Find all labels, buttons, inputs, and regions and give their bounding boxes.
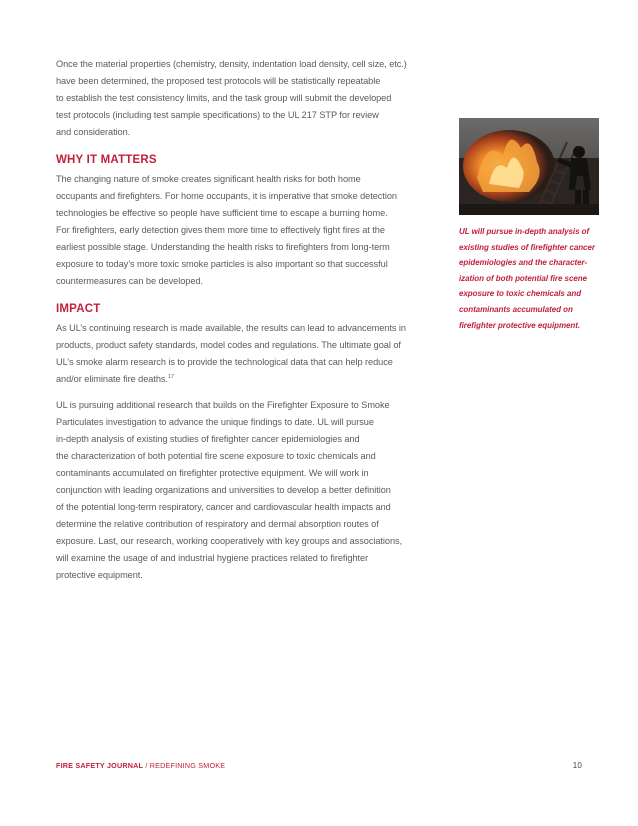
- text-line: determine the relative contribution of respiratory and dermal absorption routes of: [56, 519, 379, 529]
- text-line: occupants and firefighters. For home occupants, it is imperative that smoke detection: [56, 191, 397, 201]
- text-line: UL’s smoke alarm research is to provide the technological data that can help reduce: [56, 357, 393, 367]
- caption-line: UL will pursue in-depth analysis of: [459, 227, 590, 236]
- sidebar: [459, 118, 599, 333]
- text-line: to establish the test consistency limits, and the task group will submit the developed: [56, 93, 392, 103]
- text-line: UL is pursuing additional research that builds on the Firefighter Exposure to Smoke: [56, 400, 390, 410]
- text-line: test protocols (including test sample specifications) to the UL 217 STP for review: [56, 110, 379, 120]
- text-line: exposure. Last, our research, working cooperatively with key groups and associations,: [56, 536, 403, 546]
- text-line: and consideration.: [56, 127, 131, 137]
- text-line: As UL’s continuing research is made available, the results can lead to advancements in: [56, 323, 406, 333]
- text-line: The changing nature of smoke creates significant health risks for both home: [56, 174, 361, 184]
- text-line: exposure to today’s more toxic smoke particles is also important so that successful: [56, 259, 388, 269]
- text-line: countermeasures can be developed.: [56, 276, 203, 286]
- caption-line: exposure to toxic chemicals and: [459, 289, 582, 299]
- firefighter-fire-photo: [459, 118, 599, 215]
- text-line-with-footnote: [56, 371, 448, 388]
- impact-paragraph-1: [56, 320, 448, 388]
- caption-line: epidemiologies and the character-: [459, 258, 588, 268]
- text-line: earliest possible stage. Understanding the health risks to firefighters from long-term: [56, 242, 390, 252]
- main-column: [56, 56, 448, 593]
- text-line: contaminants accumulated on firefighter protective equipment. We will work in: [56, 468, 369, 478]
- footer-separator: /: [143, 761, 150, 770]
- why-it-matters-heading: WHY IT MATTERS: [56, 154, 157, 166]
- caption-line: firefighter protective equipment.: [459, 320, 581, 330]
- text-line: conjunction with leading organizations and universities to develop a better definition: [56, 485, 391, 495]
- page-footer: [56, 761, 582, 771]
- page-number: 10: [572, 761, 582, 770]
- impact-heading: IMPACT: [56, 303, 101, 315]
- why-it-matters-paragraph: [56, 171, 448, 290]
- footnote-marker: 17: [167, 373, 174, 380]
- text-line: the characterization of both potential fire scene exposure to toxic chemicals and: [56, 451, 376, 461]
- caption-line: ization of both potential fire scene: [459, 273, 587, 283]
- text-line: of the potential long-term respiratory, cancer and cardiovascular health impacts and: [56, 502, 391, 512]
- text-line: For firefighters, early detection gives them more time to effectively fight fires at the: [56, 225, 385, 235]
- impact-paragraph-2: [56, 397, 448, 584]
- journal-title: FIRE SAFETY JOURNAL: [56, 761, 144, 770]
- text-line: will examine the usage of and industrial hygiene practices related to firefighter: [56, 553, 369, 563]
- intro-paragraph: [56, 56, 448, 141]
- text-line: in-depth analysis of existing studies of firefighter cancer epidemiologies and: [56, 434, 360, 444]
- text-line: have been determined, the proposed test protocols will be statistically repeatable: [56, 76, 381, 86]
- section-title: REDEFINING SMOKE: [149, 761, 226, 770]
- text-line: protective equipment.: [56, 570, 143, 580]
- text-line: products, product safety standards, model codes and regulations. The ultimate goal of: [56, 340, 401, 350]
- text-line: technologies be effective so people have sufficient time to escape a burning home.: [56, 208, 388, 218]
- text-line: Once the material properties (chemistry, density, indentation load density, cell size, etc.): [56, 59, 407, 69]
- caption-line: contaminants accumulated on: [459, 304, 573, 314]
- caption-line: existing studies of firefighter cancer: [459, 242, 595, 252]
- photo-caption: [459, 224, 599, 333]
- text-line: and/or eliminate fire deaths.: [56, 374, 168, 384]
- text-line: Particulates investigation to advance the unique findings to date. UL will pursue: [56, 417, 374, 427]
